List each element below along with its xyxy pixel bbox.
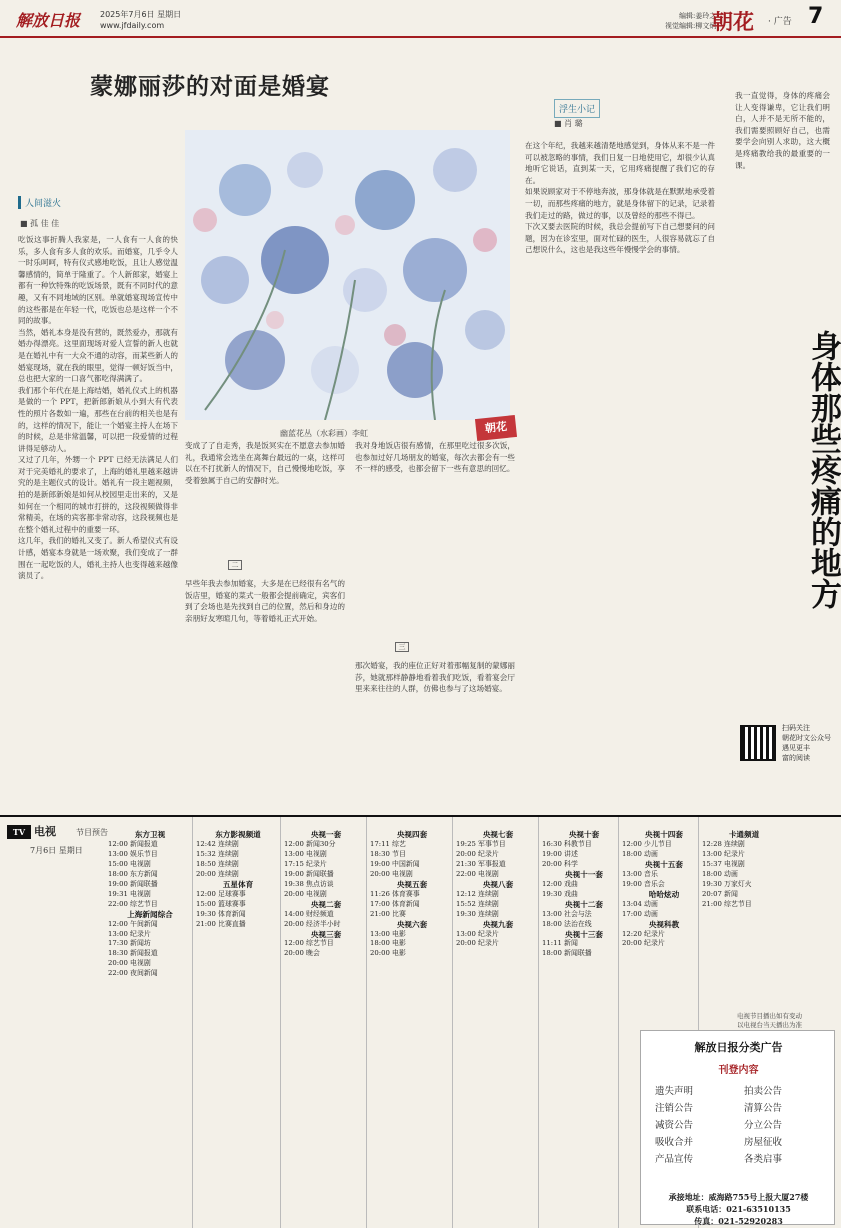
program-entry: 12:20 纪录片 (622, 929, 665, 938)
program-entry: 20:00 纪录片 (456, 849, 499, 858)
article-paragraph: 那次婚宴，我的座位正好对着那幅复制的蒙娜丽莎，她就那样静静地看着我们吃饭，看着宴会厅里来来往往的人群，仿佛也参与了这场婚宴。 (355, 661, 515, 694)
article-title: 蒙娜丽莎的对面是婚宴 (90, 73, 330, 100)
program-entry: 20:00 电影 (370, 949, 406, 958)
program-entry: 20:00 科学 (542, 859, 578, 868)
program-entry: 11:26 体育赛事 (370, 889, 420, 898)
tv-channel-column (370, 830, 454, 1220)
ad-item: 遗失声明 (655, 1086, 694, 1097)
program-entry: 22:00 电视剧 (456, 869, 499, 878)
channel-name: 央视九套 (482, 919, 514, 929)
channel-name: 央视七套 (482, 830, 514, 839)
program-entry: 21:00 比赛 (370, 909, 406, 918)
article-col-2b (185, 578, 345, 806)
channel-name: 五星体育 (222, 879, 254, 889)
channel-name: 哈哈炫动 (648, 889, 680, 899)
column-separator (452, 817, 453, 1228)
ad-item: 分立公告 (744, 1120, 783, 1131)
program-entry: 17:11 综艺 (370, 839, 406, 848)
channel-name: 东方影视频道 (215, 830, 261, 839)
ad-item: 房屋征收 (744, 1137, 783, 1148)
article-title-right: 身体那些疼痛的地方 (805, 330, 841, 609)
tv-channel-column (702, 830, 786, 1005)
program-entry: 20:00 晚会 (284, 949, 320, 958)
program-entry: 18:30 新闻报道 (108, 949, 158, 958)
page-number: 7 (808, 4, 824, 29)
ad-item: 各类启事 (744, 1154, 783, 1165)
program-entry: 19:30 连续剧 (456, 909, 499, 918)
article-paragraph: 当然，婚礼本身是没有营的，既然爱办，那就有婚办得漂亮。这里面现场对爱人宣誓的新人也就是在婚礼中有一大众不通的动容，而某些新人的婚宴现场，就在我的眼里，觉得一顿好饭当中，总也把大家的一口喜气都吃得满满了。 (18, 327, 178, 384)
article-paragraph: 这几年，我们的婚礼又变了。新人希望仪式有设计感，婚宴本身就是一场欢聚，我们变成了一群围在一起吃饭的人，婚礼主持人也变得越来越像演员了。 (18, 536, 178, 581)
ad-item: 拍卖公告 (744, 1086, 783, 1097)
article-paragraph: 吃饭这事折腾人我家是，一人食有一人食的快乐，多人食有多人食的欢乐。而婚宴，几乎令人一时乐呵呵，特有仪式感地吃饭，且让人感觉温馨感情的，简单于隆重了。个人新郎家，婚宴上都有一种饮特殊的吃饭场景，既有不同时代的意趣，又有不同地域的区别。单就婚宴现场宣传中的这些都是在年轻一代，吃饭也总是这样一个不同的故事。 (18, 235, 178, 326)
section-marker-2: 二 (228, 560, 242, 570)
program-entry: 19:38 焦点访谈 (284, 879, 334, 888)
program-entry: 18:00 东方新闻 (108, 869, 158, 878)
column-separator (618, 817, 619, 1228)
tv-subtitle: 节目预告 (76, 828, 108, 837)
channel-name: 央视十三套 (565, 929, 603, 939)
channel-name: 央视十一套 (565, 869, 603, 879)
newspaper-logo: 解放日报 (16, 11, 81, 30)
channel-name: 央视五套 (396, 879, 428, 889)
program-entry: 14:00 财经频道 (284, 909, 334, 918)
program-entry: 15:52 连续剧 (456, 899, 499, 908)
program-entry: 12:00 综艺节目 (284, 939, 334, 948)
program-entry: 20:07 新闻 (702, 889, 738, 898)
article-paragraph: 我一直觉得，身体的疼痛会让人变得谦卑，它让我们明白，人并不是无所不能的，我们需要照顾好自己，也需要学会向别人求助，这大概是疼痛教给我的最重要的一课。 (735, 91, 830, 170)
article-col-3a (355, 440, 515, 636)
program-entry: 17:00 动画 (622, 909, 658, 918)
channel-name: 央视十套 (568, 830, 600, 839)
ad-item: 注销公告 (655, 1103, 694, 1114)
program-entry: 22:00 综艺节目 (108, 899, 158, 908)
section-name: 朝花 (712, 9, 754, 34)
column-tag: 人间滋火 (18, 196, 61, 209)
program-entry: 19:00 新闻联播 (108, 879, 158, 888)
program-entry: 18:00 电影 (370, 939, 406, 948)
program-entry: 12:00 足球赛事 (196, 889, 246, 898)
program-entry: 18:00 法治在线 (542, 919, 592, 928)
article-paragraph: 如果说顾家对于不停地奔波，那身体就是在默默地承受着一切，而那些疼痛的地方，就是身体留下的记录，记录着我们走过的路，做过的事，以及曾经的那些不得已。 (525, 187, 715, 220)
masthead-bar (0, 0, 841, 38)
article-col-3b (355, 660, 515, 806)
program-entry: 15:32 连续剧 (196, 849, 239, 858)
program-entry: 13:00 社会与法 (542, 909, 592, 918)
program-entry: 17:00 体育新闻 (370, 899, 420, 908)
program-entry: 21:00 比赛直播 (196, 919, 246, 928)
tv-notice: 电视节目播出如有变动 以电视台当天播出为准 (737, 1012, 802, 1029)
program-entry: 12:00 戏曲 (542, 879, 578, 888)
column-separator (280, 817, 281, 1228)
program-entry: 12:00 少儿节目 (622, 839, 672, 848)
program-entry: 18:00 动画 (622, 849, 658, 858)
tv-channel-column (196, 830, 280, 1220)
proof-name: 视觉编辑:柳文炳 (665, 22, 717, 30)
program-entry: 13:00 电影 (370, 929, 406, 938)
program-entry: 13:00 电视剧 (284, 849, 327, 858)
tv-channel-column (108, 830, 192, 1220)
program-entry: 13:00 纪录片 (108, 929, 151, 938)
article-paragraph: 在这个年纪，我越来越清楚地感觉到，身体从来不是一件可以被忽略的事情，我们日复一日地使用它，却很少认真地听它说话，直到某一天，它用疼痛提醒了我们它的存在。 (525, 141, 715, 185)
ad-subtitle: 刊登内容 (718, 1065, 759, 1076)
program-entry: 22:00 夜间新闻 (108, 969, 158, 978)
flower-illustration-svg (185, 130, 510, 420)
program-entry: 13:00 纪录片 (702, 849, 745, 858)
program-entry: 21:30 军事报道 (456, 859, 506, 868)
article-right-col-1 (525, 140, 715, 806)
column-separator (192, 817, 193, 1228)
tv-date: 7月6日 星期日 (30, 846, 83, 855)
channel-name: 东方卫视 (134, 830, 166, 839)
program-entry: 13:00 娱乐节目 (108, 849, 158, 858)
article-paragraph: 变成了了自走秀，我是饭冥实在不愿意去参加婚礼，我通常会选坐在离舞台最远的一桌，这样可以在不打扰新人的情况下，自己慢慢地吃饭，享受着独属于自己的安静时光。 (185, 441, 345, 485)
channel-name: 央视六套 (396, 919, 428, 929)
tv-channel-column (456, 830, 540, 1220)
article-byline-right: ■ 肖 璐 (554, 119, 583, 128)
program-entry: 13:00 纪录片 (456, 929, 499, 938)
program-entry: 20:00 连续剧 (196, 869, 239, 878)
program-entry: 19:31 电视剧 (108, 889, 151, 898)
program-entry: 19:00 中国新闻 (370, 859, 420, 868)
channel-name: 卡通频道 (728, 830, 760, 839)
program-entry: 17:15 纪录片 (284, 859, 327, 868)
editor-name: 编辑:姜玲之 (679, 12, 717, 20)
program-entry: 15:00 篮球赛事 (196, 899, 246, 908)
program-entry: 19:00 新闻联播 (284, 869, 334, 878)
tv-channel-column (542, 830, 626, 1220)
article-paragraph: 又过了几年，外甥一个 PPT 已经无法满足人们对于完美婚礼的要求了，上海的婚礼里越来越讲究的是主题仪式的设计。婚礼有一段主题视频，拍的是新郎新娘是如何从校园里走出来的，又是如何在一个相同的城市打拼的，这段视频做得非常精美，在场的宾客都非常动容，这段视频也是在整个婚礼过程中的重要一环。 (18, 455, 178, 534)
program-entry: 19:25 军事节目 (456, 839, 506, 848)
program-entry: 12:00 午间新闻 (108, 919, 158, 928)
program-entry: 19:30 戏曲 (542, 889, 578, 898)
program-entry: 11:11 新闻 (542, 939, 578, 948)
program-entry: 20:00 电视剧 (108, 959, 151, 968)
section-stamp: 朝花 (475, 415, 517, 441)
qr-code[interactable] (740, 725, 776, 761)
editor-credits (665, 11, 716, 31)
ad-item: 产品宣传 (655, 1154, 694, 1165)
tv-divider (0, 815, 841, 817)
illustration-caption: 幽蓝花丛（水彩画）李虹 (280, 429, 368, 438)
program-entry: 12:00 新闻30分 (284, 839, 336, 848)
program-entry: 18:00 新闻联播 (542, 949, 592, 958)
channel-name: 央视十五套 (645, 859, 683, 869)
program-entry: 13:04 动画 (622, 899, 658, 908)
qr-caption: 扫码关注 朝花时文公众号 遇见更丰 富的阅读 (782, 724, 831, 762)
ad-items (655, 1083, 825, 1168)
article-paragraph: 早些年我去参加婚宴，大多是在已经很有名气的饭店里，婚宴的菜式一般都会提前确定，宾客们到了会场也是先找到自己的位置，然后和身边的亲朋好友寒暄几句，等着婚礼正式开始。 (185, 579, 345, 623)
ad-item: 减资公告 (655, 1120, 694, 1131)
section-sub: · 广告 (768, 17, 792, 27)
article-byline: ■ 孤 佳 佳 (20, 219, 60, 228)
program-entry: 19:30 体育新闻 (196, 909, 246, 918)
program-entry: 12:12 连续剧 (456, 889, 499, 898)
channel-name: 上海新闻综合 (127, 909, 173, 919)
channel-name: 央视三套 (310, 929, 342, 939)
tv-title: 电视 (34, 825, 56, 838)
classified-ad-box (640, 1030, 835, 1225)
program-entry: 15:37 电视剧 (702, 859, 745, 868)
program-entry: 18:50 连续剧 (196, 859, 239, 868)
program-entry: 20:00 电视剧 (370, 869, 413, 878)
issue-date: 2025年7月6日 星期日 (100, 10, 182, 19)
ad-phone: 联系电话：021-63510135 (686, 1204, 791, 1214)
program-entry: 20:00 经济半小时 (284, 919, 341, 928)
article-paragraph: 我对身地饭店很有感情，在那里吃过很多次饭，也参加过好几场朋友的婚宴，每次去都会有一些不一样的感受，也都会留下一些有意思的回忆。 (355, 441, 515, 474)
program-entry: 13:00 音乐 (622, 869, 658, 878)
program-entry: 19:30 万家灯火 (702, 879, 752, 888)
program-entry: 19:00 讲述 (542, 849, 578, 858)
watercolor-illustration (185, 130, 510, 420)
program-entry: 12:42 连续剧 (196, 839, 239, 848)
program-entry: 17:30 新闻坊 (108, 939, 151, 948)
program-entry: 18:30 节目 (370, 849, 406, 858)
section-marker-3: 三 (395, 642, 409, 652)
channel-name: 央视科教 (648, 919, 680, 929)
program-entry: 20:00 纪录片 (622, 939, 665, 948)
ad-address: 承接地址：威海路755号上报大厦27楼 (668, 1192, 809, 1202)
article-right-col-2 (735, 90, 830, 330)
ad-title: 解放日报分类广告 (694, 1041, 783, 1054)
column-separator (538, 817, 539, 1228)
ad-item: 吸收合并 (655, 1137, 694, 1148)
program-entry: 12:28 连续剧 (702, 839, 745, 848)
channel-name: 央视八套 (482, 879, 514, 889)
program-entry: 20:00 纪录片 (456, 939, 499, 948)
program-entry: 12:00 新闻报道 (108, 839, 158, 848)
article-paragraph: 我们那个年代在是上海结婚，婚礼仪式上的机器是做的一个 PPT，把新郎新娘从小到大有代表性的照片各数如一遍，那些在台前的相关也是有的，这样的情况下，能让一个婚宴主持人在场下的时候，总是非常温馨，可以把一段爱情的过程讲得足够动人。 (18, 385, 178, 453)
channel-name: 央视一套 (310, 830, 342, 839)
article-col-2a (185, 440, 345, 552)
channel-name: 央视二套 (310, 899, 342, 909)
ad-item: 清算公告 (744, 1103, 783, 1114)
program-entry: 15:00 电视剧 (108, 859, 151, 868)
ad-contact (641, 1191, 836, 1227)
tv-logo: TV (7, 825, 31, 839)
program-entry: 19:00 音乐会 (622, 879, 665, 888)
program-entry: 16:30 科教节目 (542, 839, 592, 848)
channel-name: 央视十二套 (565, 899, 603, 909)
article-col-1 (18, 234, 178, 806)
channel-name: 央视十四套 (645, 830, 683, 839)
tv-channel-column (284, 830, 368, 1220)
ad-fax: 传真：021-52920283 (694, 1216, 783, 1226)
site-url[interactable]: www.jfdaily.com (100, 21, 165, 30)
column-tag-right: 浮生小记 (554, 99, 600, 118)
article-paragraph: 下次又要去医院的时候，我总会提前写下自己想要问的问题，因为在诊室里，面对忙碌的医生，人很容易就忘了自己想说什么，这也是我这些年慢慢学会的事情。 (525, 222, 715, 255)
program-entry: 18:00 动画 (702, 869, 738, 878)
channel-name: 央视四套 (396, 830, 428, 839)
column-separator (366, 817, 367, 1228)
program-entry: 21:00 综艺节目 (702, 899, 752, 908)
program-entry: 20:00 电视剧 (284, 889, 327, 898)
